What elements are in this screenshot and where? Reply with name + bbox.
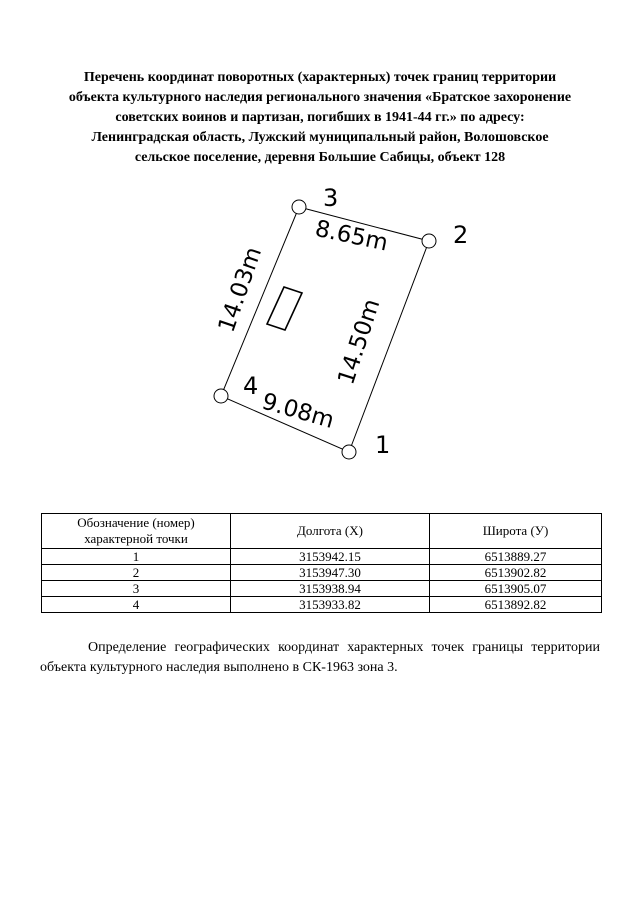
column-header-point: Обозначение (номер) характерной точки bbox=[42, 514, 231, 549]
corner-marker bbox=[342, 445, 356, 459]
corner-point-3 bbox=[292, 184, 338, 214]
table-row bbox=[42, 597, 602, 613]
corner-marker bbox=[214, 389, 228, 403]
longitude-value: 3153942.15 bbox=[231, 549, 430, 565]
longitude-value: 3153947.30 bbox=[231, 565, 430, 581]
point-number: 1 bbox=[42, 549, 231, 565]
table-row bbox=[42, 549, 602, 565]
latitude-value: 6513889.27 bbox=[430, 549, 602, 565]
corner-label: 1 bbox=[375, 431, 391, 459]
title-line: Перечень координат поворотных (характерных) точек границ территории bbox=[83, 70, 557, 85]
point-number: 3 bbox=[42, 581, 231, 597]
longitude-value: 3153933.82 bbox=[231, 597, 430, 613]
title-line: Ленинградская область, Лужский муниципальный район, Волошовское bbox=[91, 130, 549, 145]
edge-length-label: 14.03m bbox=[213, 243, 268, 336]
title-line: советских воинов и партизан, погибших в 1941-44 гг.» по адресу: bbox=[115, 110, 525, 125]
column-header-longitude: Долгота (X) bbox=[231, 514, 430, 549]
corner-point-2 bbox=[422, 221, 468, 249]
title-line: объекта культурного наследия регионального значения «Братское захоронение bbox=[68, 90, 572, 105]
coordinate-system-note: Определение географических координат характерных точек границы территории объекта культурного наследия выполнено в СК-1963 зона 3. bbox=[40, 640, 600, 675]
corner-label: 3 bbox=[323, 184, 339, 212]
corner-label: 4 bbox=[243, 372, 259, 400]
latitude-value: 6513905.07 bbox=[430, 581, 602, 597]
latitude-value: 6513902.82 bbox=[430, 565, 602, 581]
column-header-latitude: Широта (У) bbox=[430, 514, 602, 549]
latitude-value: 6513892.82 bbox=[430, 597, 602, 613]
coordinates-table bbox=[41, 513, 602, 613]
corner-label: 2 bbox=[453, 221, 469, 249]
title-line: сельское поселение, деревня Большие Сабицы, объект 128 bbox=[134, 150, 506, 165]
corner-marker bbox=[292, 200, 306, 214]
monument-rectangle bbox=[267, 287, 302, 330]
edge-length-label: 14.50m bbox=[333, 295, 386, 388]
corner-marker bbox=[422, 234, 436, 248]
point-number: 4 bbox=[42, 597, 231, 613]
table-row bbox=[42, 565, 602, 581]
corner-point-4 bbox=[214, 372, 258, 403]
document-title bbox=[40, 68, 600, 168]
edge-length-label: 9.08m bbox=[258, 388, 337, 434]
corner-point-1 bbox=[342, 431, 390, 459]
edge-length-label: 8.65m bbox=[312, 215, 391, 257]
longitude-value: 3153938.94 bbox=[231, 581, 430, 597]
table-row bbox=[42, 581, 602, 597]
point-number: 2 bbox=[42, 565, 231, 581]
table-header-row bbox=[42, 514, 602, 549]
boundary-plan bbox=[0, 170, 640, 490]
